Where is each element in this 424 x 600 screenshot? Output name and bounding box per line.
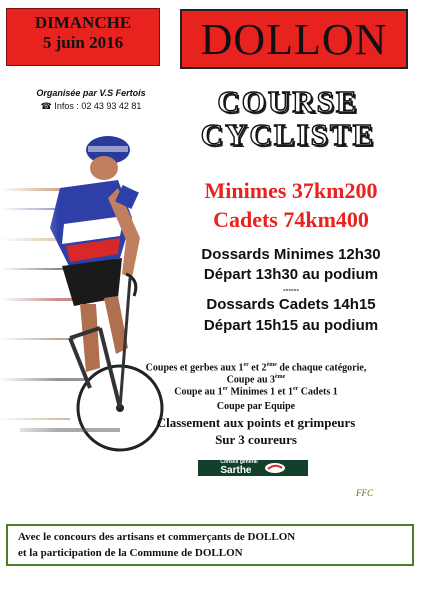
category-minimes: Minimes 37km200 bbox=[204, 178, 378, 203]
footer-box bbox=[6, 524, 414, 566]
title-course: COURSE bbox=[217, 84, 359, 119]
day-label: DIMANCHE bbox=[34, 13, 132, 32]
footer-line-2: et la participation de la Commune de DOLLON bbox=[18, 547, 243, 559]
sarthe-swoosh-icon bbox=[264, 462, 286, 474]
sarthe-logo bbox=[198, 460, 308, 476]
footer-line-1: Avec le concours des artisans et commerçants de DOLLON bbox=[18, 531, 296, 543]
ranking-line: Classement aux points et grimpeurs bbox=[156, 415, 356, 430]
organizer-line: Organisée par V.S Fertois bbox=[36, 88, 146, 98]
date-box bbox=[6, 8, 160, 66]
cadets-bibs: Dossards Cadets 14h15 bbox=[206, 296, 376, 313]
sarthe-logo-text: Sarthe bbox=[220, 465, 252, 476]
riders-line: Sur 3 coureurs bbox=[215, 432, 297, 447]
infos-phone: ☎ Infos : 02 43 93 42 81 bbox=[40, 101, 142, 111]
title-cycliste: CYCLISTE bbox=[200, 117, 376, 152]
cadets-start: Départ 15h15 au podium bbox=[203, 317, 379, 334]
minimes-start: Départ 13h30 au podium bbox=[203, 266, 379, 283]
schedule-separator: ------ bbox=[283, 285, 299, 294]
prize-line-4: Coupe par Equipe bbox=[216, 401, 296, 412]
town-title: DOLLON bbox=[180, 9, 408, 69]
category-cadets: Cadets 74km400 bbox=[213, 207, 369, 232]
ffc-logo: FFC bbox=[356, 488, 373, 498]
minimes-bibs: Dossards Minimes 12h30 bbox=[201, 246, 381, 263]
prize-line-1: Coupes et gerbes aux 1er et 2ème de chaque catégorie, bbox=[145, 362, 367, 374]
prize-line-3: Coupe au 1er Minimes 1 et 1er Cadets 1 bbox=[174, 386, 338, 398]
date-label: 5 juin 2016 bbox=[42, 33, 124, 52]
prize-line-2: Coupe au 3ème bbox=[226, 374, 286, 386]
sarthe-logo-small-text: Conseil général bbox=[220, 459, 258, 465]
